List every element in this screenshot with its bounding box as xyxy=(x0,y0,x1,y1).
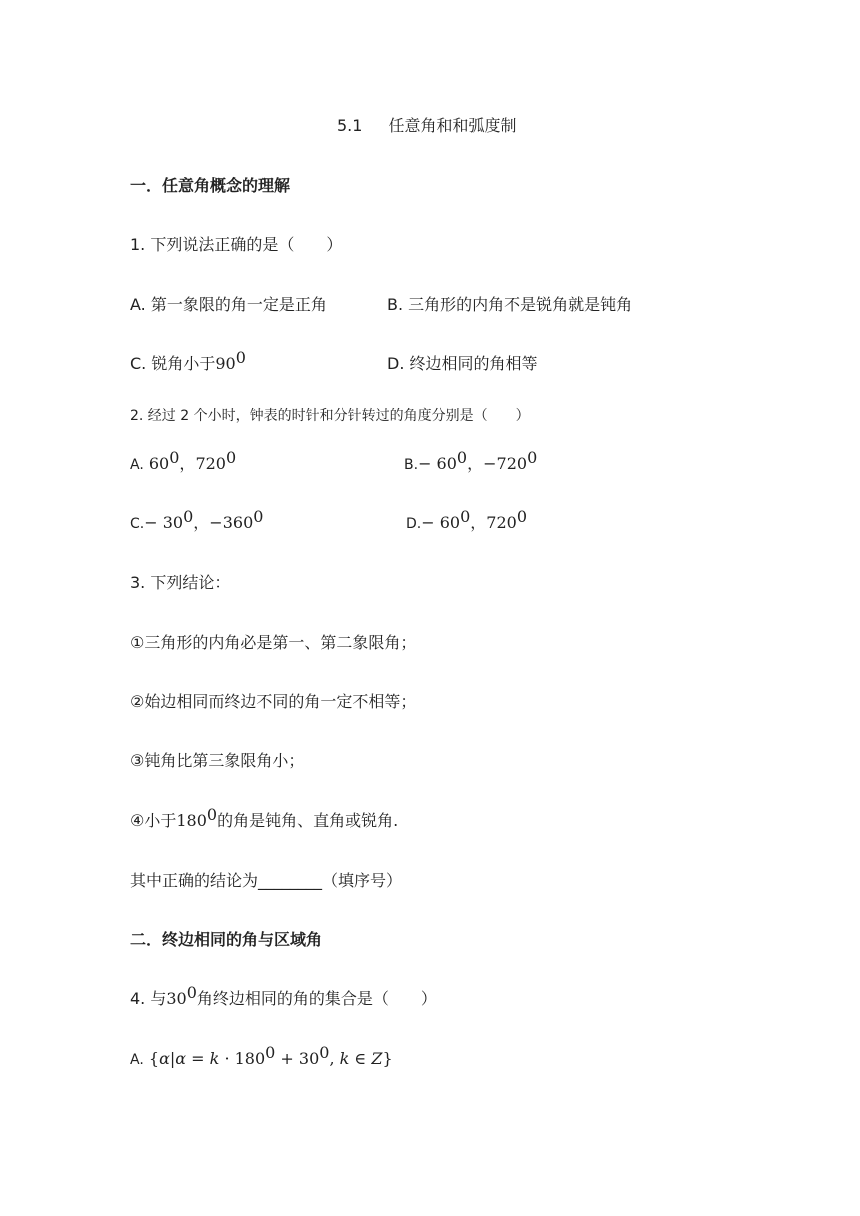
question-2-option-b: $B.- 60^0$，$-720^0$ xyxy=(404,448,538,473)
title-text: 任意角和和弧度制 xyxy=(388,116,517,135)
question-2-option-a: A. $60^0$，$720^0$ xyxy=(130,448,237,473)
angle-value: 90 xyxy=(215,354,236,373)
question-1-option-c: C. 锐角小于$90^0$ xyxy=(130,348,246,373)
question-3-item-4: ④小于$180^0$的角是钝角、直角或锐角. xyxy=(130,805,399,830)
degree-mark: 0 xyxy=(235,348,246,367)
page-title xyxy=(337,115,516,137)
question-4-option-a: A. {$\alpha|\alpha = k \cdot 180^0 + 30^0$, k ∈ Z} xyxy=(130,1043,393,1068)
question-3-answer-blank: 其中正确的结论为________（填序号） xyxy=(130,871,403,890)
question-1-option-b: B. 三角形的内角不是锐角就是钝角 xyxy=(387,295,633,314)
question-3-item-1: ①三角形的内角必是第一、第二象限角； xyxy=(130,633,417,652)
question-4-stem: 4. 与$30^0$角终边相同的角的集合是（ ） xyxy=(130,983,437,1008)
question-3-item-2: ②始边相同而终边不同的角一定不相等； xyxy=(130,692,417,711)
section-heading-2: 二．终边相同的角与区域角 xyxy=(130,930,323,949)
question-1-option-d: D. 终边相同的角相等 xyxy=(387,354,538,373)
question-2-option-c: $C.- 30^0$，$-360^0$ xyxy=(130,507,264,532)
question-2-stem: 2. 经过 2 个小时，钟表的时针和分针转过的角度分别是（ ） xyxy=(130,408,530,424)
question-1-option-a: A. 第一象限的角一定是正角 xyxy=(130,295,327,314)
question-3-stem: 3. 下列结论： xyxy=(130,573,231,592)
question-3-item-3: ③钝角比第三象限角小； xyxy=(130,751,305,770)
question-1-stem: 1. 下列说法正确的是（ ） xyxy=(130,235,343,254)
question-2-option-d: $D.- 60^0$，$720^0$ xyxy=(406,507,528,532)
section-heading-1: 一．任意角概念的理解 xyxy=(130,176,291,195)
title-number: 5.1 xyxy=(337,116,363,135)
